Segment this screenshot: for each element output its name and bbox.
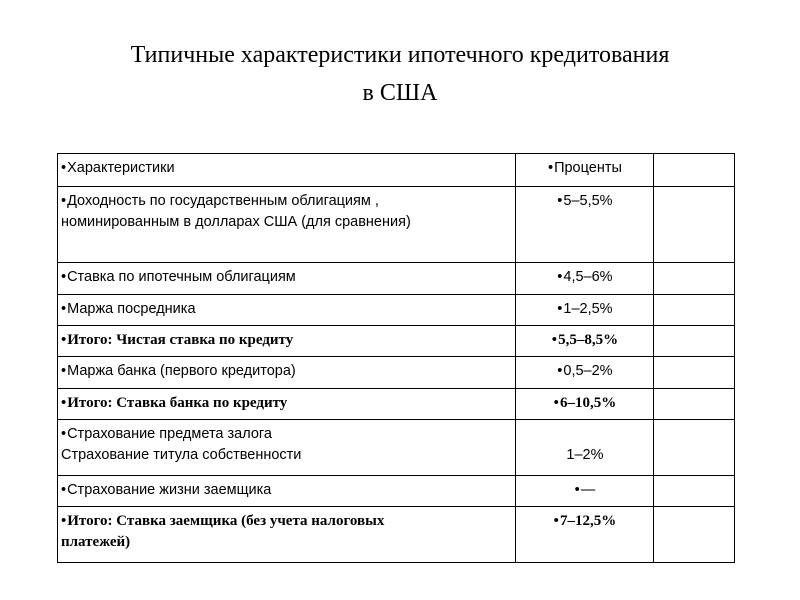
row-value: [516, 187, 654, 263]
bullet: •: [61, 269, 67, 285]
row-value: [516, 295, 654, 326]
header-empty: [653, 154, 734, 187]
table-row: [58, 476, 735, 507]
bullet: •: [61, 301, 67, 317]
row-value: [516, 420, 654, 476]
row-label-text: Ставка по ипотечным облигациям: [67, 269, 296, 285]
table-row: [58, 357, 735, 389]
header-characteristics: [58, 154, 516, 187]
bullet: •: [557, 301, 563, 317]
row-empty-cell: [653, 420, 734, 476]
row-label-text: Страхование предмета залога: [67, 426, 272, 442]
row-label-text: Итого: Ставка заемщика (без учета налоговых: [67, 513, 385, 529]
slide-title: [0, 36, 800, 112]
row-label: [58, 507, 516, 563]
row-value: [516, 263, 654, 295]
row-value: [516, 357, 654, 389]
bullet: •: [61, 363, 67, 379]
bullet: •: [553, 395, 559, 411]
row-value: [516, 326, 654, 357]
rates-table: [57, 153, 735, 563]
row-empty-cell: [653, 263, 734, 295]
table-header-row: [58, 154, 735, 187]
row-value-text: 6–10,5%: [559, 395, 617, 411]
bullet: •: [553, 513, 559, 529]
row-label-text: платежей): [61, 534, 131, 550]
table-row: [58, 187, 735, 263]
row-empty-cell: [653, 295, 734, 326]
row-value-text: 1–2,5%: [563, 301, 613, 317]
row-value-text: 0,5–2%: [563, 363, 613, 379]
table-row-total: [58, 507, 735, 563]
row-label: [58, 263, 516, 295]
title-line-2: в США: [362, 80, 438, 106]
bullet: •: [574, 482, 580, 498]
row-empty-cell: [653, 389, 734, 420]
row-label-text: Маржа посредника: [67, 301, 196, 317]
row-empty-cell: [653, 326, 734, 357]
table-row: [58, 295, 735, 326]
row-value: [516, 476, 654, 507]
row-value-text: 4,5–6%: [563, 269, 613, 285]
bullet: •: [557, 269, 563, 285]
row-label-text: Итого: Чистая ставка по кредиту: [67, 332, 294, 348]
row-value-text: 7–12,5%: [559, 513, 617, 529]
row-label: [58, 295, 516, 326]
table-row: [58, 263, 735, 295]
row-label: [58, 389, 516, 420]
bullet: •: [557, 363, 563, 379]
table-row: [58, 420, 735, 476]
row-empty-cell: [653, 187, 734, 263]
bullet: •: [61, 160, 67, 176]
row-empty-cell: [653, 507, 734, 563]
row-empty-cell: [653, 476, 734, 507]
bullet: •: [61, 332, 67, 348]
bullet: •: [557, 193, 563, 209]
row-value-text: 5–5,5%: [563, 193, 613, 209]
row-value-text: —: [580, 482, 596, 498]
row-value: [516, 507, 654, 563]
row-value: [516, 389, 654, 420]
row-label: [58, 187, 516, 263]
row-label-text: Доходность по государственным облигациям ,: [67, 193, 379, 209]
table-row-total: [58, 326, 735, 357]
row-label: [58, 357, 516, 389]
bullet: •: [547, 160, 554, 176]
row-label-text: Страхование титула собственности: [61, 447, 302, 463]
row-label-text: Страхование жизни заемщика: [67, 482, 272, 498]
row-label-text: Маржа банка (первого кредитора): [67, 363, 296, 379]
header-percent: [516, 154, 654, 187]
row-label: [58, 420, 516, 476]
row-empty-cell: [653, 357, 734, 389]
row-value-text: 1–2%: [566, 447, 604, 463]
bullet: •: [61, 482, 67, 498]
row-value-text: 5,5–8,5%: [558, 332, 619, 348]
title-line-1: Типичные характеристики ипотечного кредитования: [130, 42, 670, 68]
bullet: •: [61, 513, 67, 529]
row-label-text: номинированным в долларах США (для сравнения): [61, 214, 411, 230]
bullet: •: [61, 395, 67, 411]
row-label: [58, 476, 516, 507]
bullet: •: [551, 332, 558, 348]
row-label-text: Итого: Ставка банка по кредиту: [67, 395, 288, 411]
row-label: [58, 326, 516, 357]
header-label: Проценты: [554, 160, 622, 176]
table-row-total: [58, 389, 735, 420]
bullet: •: [61, 426, 67, 442]
bullet: •: [61, 193, 67, 209]
header-label: Характеристики: [67, 160, 175, 176]
